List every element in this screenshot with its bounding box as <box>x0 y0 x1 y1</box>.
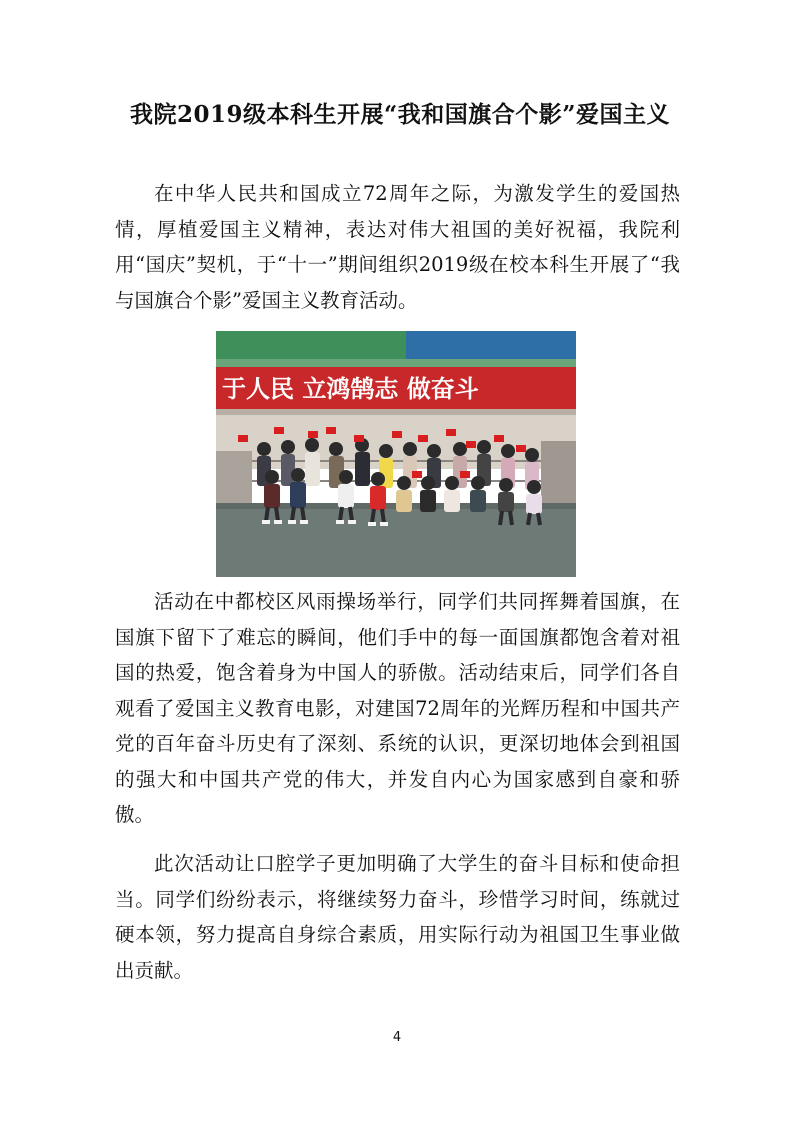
paragraph-summary: 此次活动让口腔学子更加明确了大学生的奋斗目标和使命担当。同学们纷纷表示，将继续努力奋斗，珍惜学习时间，练就过硬本领，努力提高自身综合素质，用实际行动为祖国卫生事业做出贡献。 <box>115 852 680 982</box>
ground <box>216 507 576 577</box>
article-title: 我院2019级本科生开展“我和国旗合个影”爱国主义 <box>130 101 670 128</box>
paragraph-intro: 在中华人民共和国成立72周年之际，为激发学生的爱国热情，厚植爱国主义精神，表达对伟大祖国的美好祝福，我院利用“国庆”契机，于“十一”期间组织2019级在校本科生开展了“我与国旗合个影”爱国主义教育活动。 <box>115 182 680 312</box>
group-photo-illustration <box>216 331 576 577</box>
page-number: 4 <box>392 1030 402 1045</box>
group-photo <box>216 331 576 577</box>
banner-text: 于人民 立鸿鹄志 做奋斗 <box>222 375 479 403</box>
paragraph-activity: 活动在中都校区风雨操场举行，同学们共同挥舞着国旗，在国旗下留下了难忘的瞬间，他们手中的每一面国旗都饱含着对祖国的热爱，饱含着身为中国人的骄傲。活动结束后，同学们各自观看了爱国主义教育电影，对建国72周年的光辉历程和中国共产党的百年奋斗历史有了深刻、系统的认识，更深切地体会到祖国的强大和中国共产党的伟大，并发自内心为国家感到自豪和骄傲。 <box>115 590 680 826</box>
